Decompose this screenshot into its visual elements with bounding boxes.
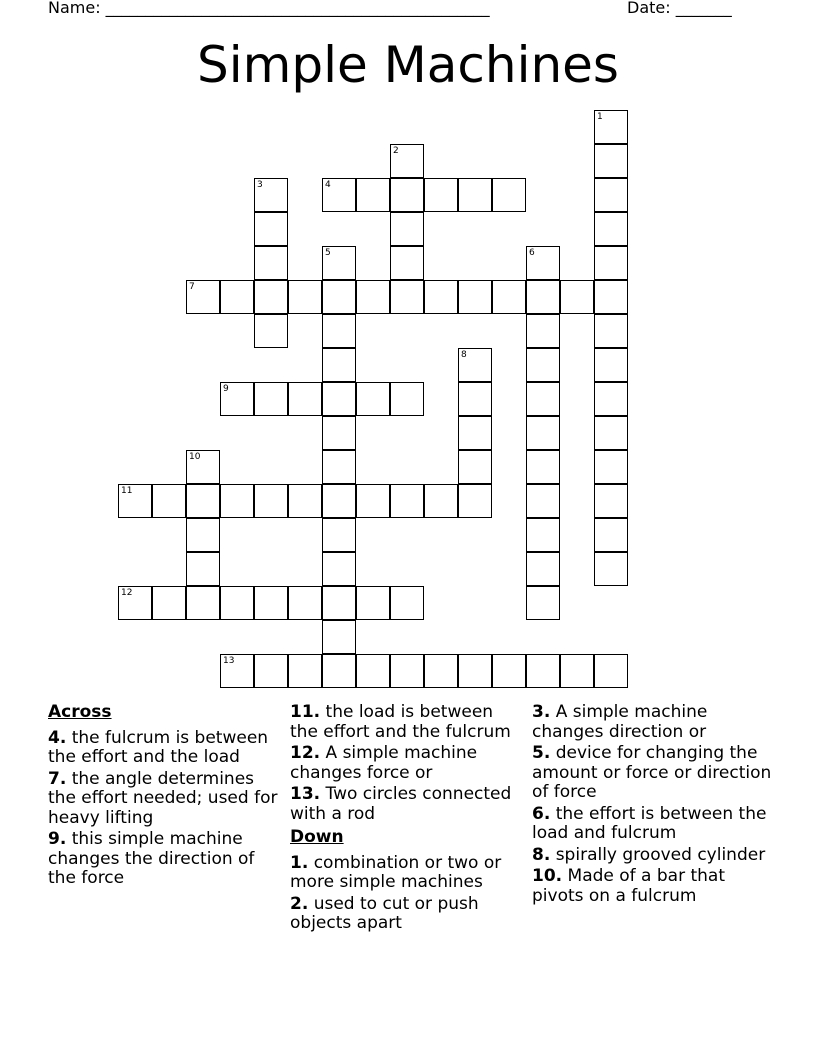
grid-cell[interactable] <box>492 280 526 314</box>
grid-cell[interactable] <box>288 586 322 620</box>
clue-column-1 <box>48 703 280 891</box>
grid-cell[interactable] <box>254 654 288 688</box>
grid-cell[interactable] <box>254 586 288 620</box>
grid-cell[interactable] <box>152 586 186 620</box>
grid-cell[interactable] <box>288 484 322 518</box>
grid-cell[interactable] <box>118 586 152 620</box>
grid-cell[interactable] <box>594 382 628 416</box>
grid-cell[interactable] <box>186 484 220 518</box>
grid-cell[interactable] <box>356 586 390 620</box>
grid-cell[interactable] <box>390 280 424 314</box>
grid-cell[interactable] <box>322 586 356 620</box>
grid-cell[interactable] <box>594 212 628 246</box>
grid-cell[interactable] <box>254 314 288 348</box>
grid-cell[interactable] <box>322 382 356 416</box>
grid-cell[interactable] <box>288 654 322 688</box>
date-line: Date: _______ <box>627 0 732 17</box>
down-heading: Down <box>290 827 344 847</box>
clue-number: 7 <box>189 282 195 292</box>
grid-cell[interactable] <box>322 280 356 314</box>
grid-cell[interactable] <box>220 484 254 518</box>
clue-down-8: 8. spirally grooved cylinder <box>532 844 766 865</box>
grid-cell[interactable] <box>220 654 254 688</box>
clue-across-4: 4. the fulcrum is between the effort and the load <box>48 727 269 767</box>
clue-column-2 <box>290 703 522 936</box>
clue-down-2: 2. used to cut or push objects apart <box>290 893 479 933</box>
grid-cell[interactable] <box>186 280 220 314</box>
grid-cell[interactable] <box>390 484 424 518</box>
grid-cell[interactable] <box>322 450 356 484</box>
grid-cell[interactable] <box>594 552 628 586</box>
grid-cell[interactable] <box>424 484 458 518</box>
clue-across-9: 9. this simple machine changes the direction of the force <box>48 829 255 888</box>
grid-cell[interactable] <box>356 280 390 314</box>
grid-cell[interactable] <box>560 280 594 314</box>
grid-cell[interactable] <box>458 178 492 212</box>
grid-cell[interactable] <box>288 280 322 314</box>
grid-cell[interactable] <box>458 450 492 484</box>
clue-number: 6 <box>529 248 535 258</box>
grid-cell[interactable] <box>220 586 254 620</box>
name-line: Name: ________________________________________________ <box>48 0 490 17</box>
grid-cell[interactable] <box>458 348 492 382</box>
clue-number: 12 <box>121 588 133 598</box>
grid-cell[interactable] <box>458 654 492 688</box>
clue-column-3 <box>532 703 772 908</box>
grid-cell[interactable] <box>594 280 628 314</box>
grid-cell[interactable] <box>594 314 628 348</box>
grid-cell[interactable] <box>594 450 628 484</box>
grid-cell[interactable] <box>288 382 322 416</box>
clue-across-7: 7. the angle determines the effort needed; used for heavy lifting <box>48 768 278 828</box>
grid-cell[interactable] <box>526 280 560 314</box>
clue-number: 10 <box>189 452 201 462</box>
clue-down-3: 3. A simple machine changes direction or <box>532 702 708 742</box>
grid-cell[interactable] <box>254 280 288 314</box>
grid-cell[interactable] <box>560 654 594 688</box>
clue-number: 3 <box>257 180 263 190</box>
grid-cell[interactable] <box>254 178 288 212</box>
grid-cell[interactable] <box>322 484 356 518</box>
clue-number: 2 <box>393 146 399 156</box>
grid-cell[interactable] <box>356 382 390 416</box>
grid-cell[interactable] <box>390 212 424 246</box>
grid-cell[interactable] <box>594 484 628 518</box>
grid-cell[interactable] <box>424 654 458 688</box>
grid-cell[interactable] <box>390 654 424 688</box>
grid-cell[interactable] <box>526 654 560 688</box>
grid-cell[interactable] <box>186 586 220 620</box>
grid-cell[interactable] <box>186 518 220 552</box>
grid-cell[interactable] <box>322 348 356 382</box>
grid-cell[interactable] <box>356 654 390 688</box>
grid-cell[interactable] <box>526 416 560 450</box>
grid-cell[interactable] <box>458 484 492 518</box>
grid-cell[interactable] <box>220 280 254 314</box>
clue-down-10: 10. Made of a bar that pivots on a fulcrum <box>532 866 726 906</box>
grid-cell[interactable] <box>526 246 560 280</box>
grid-cell[interactable] <box>186 450 220 484</box>
grid-cell[interactable] <box>390 382 424 416</box>
grid-cell[interactable] <box>254 246 288 280</box>
grid-cell[interactable] <box>322 518 356 552</box>
grid-cell[interactable] <box>390 246 424 280</box>
clue-number: 8 <box>461 350 467 360</box>
grid-cell[interactable] <box>458 382 492 416</box>
grid-cell[interactable] <box>594 416 628 450</box>
grid-cell[interactable] <box>594 518 628 552</box>
clue-down-6: 6. the effort is between the load and fulcrum <box>532 803 767 843</box>
grid-cell[interactable] <box>322 654 356 688</box>
clue-down-1: 1. combination or two or more simple machines <box>290 852 502 892</box>
grid-cell[interactable] <box>152 484 186 518</box>
grid-cell[interactable] <box>322 552 356 586</box>
grid-cell[interactable] <box>356 178 390 212</box>
grid-cell[interactable] <box>526 314 560 348</box>
clue-across-13: 13. Two circles connected with a rod <box>290 784 512 824</box>
clue-number: 11 <box>121 486 133 496</box>
grid-cell[interactable] <box>424 178 458 212</box>
grid-cell[interactable] <box>390 586 424 620</box>
grid-cell[interactable] <box>424 280 458 314</box>
grid-cell[interactable] <box>526 518 560 552</box>
grid-cell[interactable] <box>594 110 628 144</box>
clue-number: 5 <box>325 248 331 258</box>
grid-cell[interactable] <box>390 178 424 212</box>
grid-cell[interactable] <box>322 246 356 280</box>
grid-cell[interactable] <box>186 552 220 586</box>
grid-cell[interactable] <box>594 348 628 382</box>
grid-cell[interactable] <box>390 144 424 178</box>
clue-down-5: 5. device for changing the amount or force or direction of force <box>532 743 772 802</box>
grid-cell[interactable] <box>254 382 288 416</box>
grid-cell[interactable] <box>322 178 356 212</box>
clue-number: 1 <box>597 112 603 122</box>
grid-cell[interactable] <box>526 484 560 518</box>
page-title: Simple Machines <box>197 36 619 94</box>
grid-cell[interactable] <box>594 178 628 212</box>
grid-cell[interactable] <box>594 654 628 688</box>
grid-cell[interactable] <box>322 314 356 348</box>
grid-cell[interactable] <box>254 212 288 246</box>
grid-cell[interactable] <box>220 382 254 416</box>
clue-across-12: 12. A simple machine changes force or <box>290 743 478 783</box>
clue-across-11: 11. the load is between the effort and the fulcrum <box>290 702 511 742</box>
grid-cell[interactable] <box>458 280 492 314</box>
grid-cell[interactable] <box>254 484 288 518</box>
grid-cell[interactable] <box>526 382 560 416</box>
grid-cell[interactable] <box>322 620 356 654</box>
across-heading: Across <box>48 702 112 722</box>
grid-cell[interactable] <box>492 654 526 688</box>
grid-cell[interactable] <box>526 586 560 620</box>
clue-number: 9 <box>223 384 229 394</box>
grid-cell[interactable] <box>492 178 526 212</box>
grid-cell[interactable] <box>356 484 390 518</box>
clue-number: 13 <box>223 656 235 666</box>
grid-cell[interactable] <box>118 484 152 518</box>
grid-cell[interactable] <box>594 246 628 280</box>
grid-cell[interactable] <box>458 416 492 450</box>
grid-cell[interactable] <box>594 144 628 178</box>
grid-cell[interactable] <box>322 416 356 450</box>
grid-cell[interactable] <box>526 450 560 484</box>
grid-cell[interactable] <box>526 552 560 586</box>
clue-number: 4 <box>325 180 331 190</box>
grid-cell[interactable] <box>526 348 560 382</box>
